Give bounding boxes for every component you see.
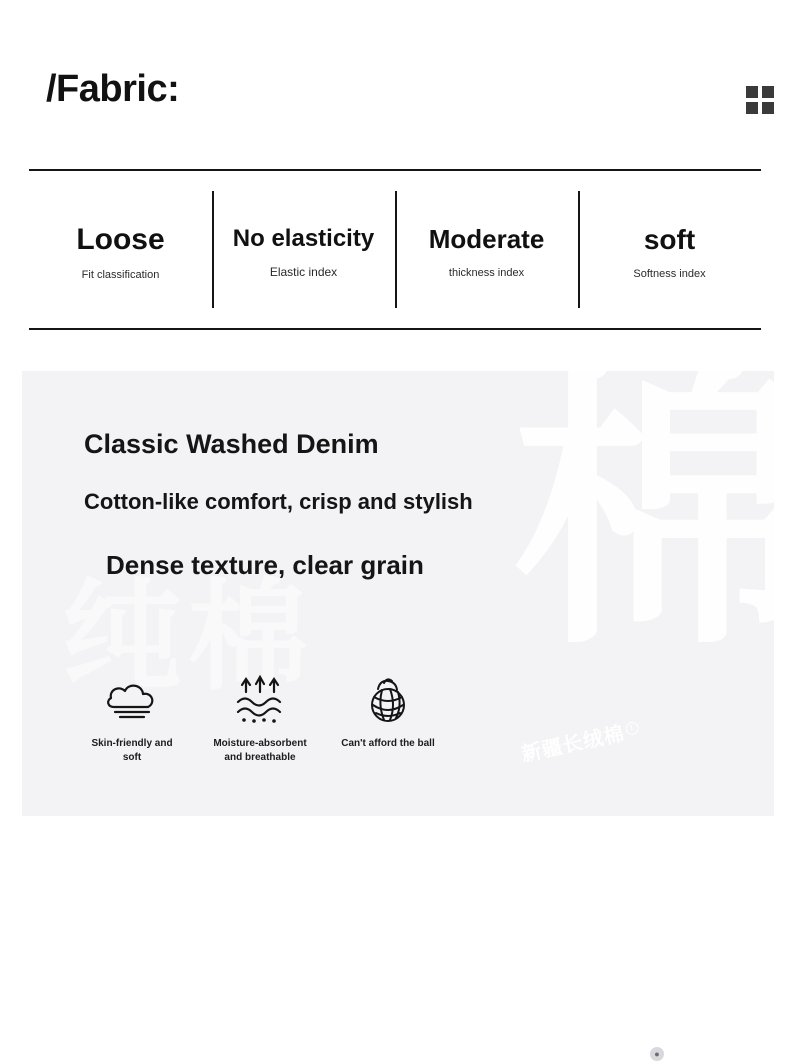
spec-value: No elasticity <box>232 225 375 253</box>
page-title: /Fabric: <box>46 68 180 110</box>
grid-icon-cell <box>746 86 758 98</box>
feature-list <box>82 671 482 764</box>
grid-icon-cell <box>746 102 758 114</box>
spec-column-thickness <box>395 171 578 328</box>
cloud-icon <box>82 671 182 729</box>
spec-value: Moderate <box>428 224 545 255</box>
page-header <box>0 0 790 168</box>
watermark-character: 棉 <box>512 336 802 685</box>
spec-column-elastic <box>212 171 395 328</box>
feature-item <box>210 671 310 764</box>
spec-value: soft <box>643 224 696 256</box>
feature-caption: Skin-friendly and soft <box>91 738 173 763</box>
spec-label: thickness index <box>448 266 525 279</box>
fabric-spec-table <box>29 169 761 330</box>
feature-item <box>82 671 182 764</box>
spec-label: Fit classification <box>81 268 160 281</box>
dot-marker: ● <box>650 1047 664 1061</box>
ghost-text: 纯棉 <box>62 570 314 704</box>
spec-label: Elastic index <box>269 264 338 279</box>
spec-label: Softness index <box>633 267 706 280</box>
grid-icon-cell <box>762 86 774 98</box>
feature-item <box>338 671 438 764</box>
grid-icon[interactable] <box>746 86 774 114</box>
feature-caption: Can't afford the ball <box>341 738 435 749</box>
grid-icon-cell <box>762 102 774 114</box>
fabric-hero-panel <box>22 336 802 1059</box>
hero-tagline: Dense texture, clear grain <box>106 550 424 580</box>
breathable-waves-icon <box>210 671 310 729</box>
cotton-origin-label: 新疆长绒棉 <box>519 720 627 767</box>
spec-value: Loose <box>76 223 165 257</box>
spec-column-fit <box>29 171 212 328</box>
hero-subline: Cotton-like comfort, crisp and stylish <box>84 489 473 514</box>
feature-caption: Moisture-absorbent and breathable <box>213 738 307 763</box>
badge-superscript: 1 <box>624 721 639 736</box>
spec-column-softness <box>578 171 761 328</box>
yarn-ball-icon <box>338 671 438 729</box>
hero-headline: Classic Washed Denim <box>84 429 379 459</box>
